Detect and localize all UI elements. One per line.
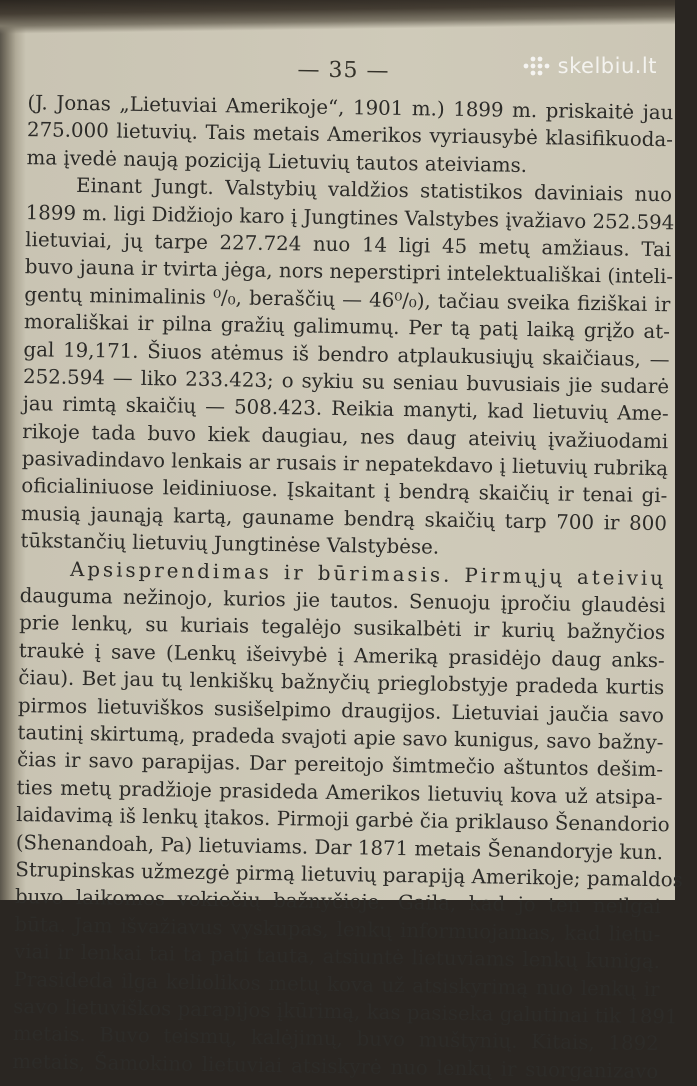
text-line: jau rimtą skaičių — 508.423. Reikia manyti, kad lietuvių Ame- bbox=[22, 392, 669, 426]
text-line: buvo laikomos vokiečių bažnyčioje. Gaila, kad jo ten neilgai bbox=[14, 885, 662, 919]
text-line: 1899 m. ligi Didžiojo karo į Jungtines Valstybes įvažiavo 252.594 bbox=[25, 200, 675, 234]
text-line: čiau). Bet jau tų lenkiškų bažnyčių prieglobstyje pradeda kurtis bbox=[18, 666, 665, 700]
text-line: (Shenandoah, Pa) lietuviams. Dar 1871 metais Šenandoryje kun. bbox=[15, 830, 664, 864]
text-line: gal 19,171. Šiuos atėmus iš bendro atplaukusiųjų skaičiaus, — bbox=[23, 337, 670, 371]
text-line: dauguma nežinojo, kurios jie tautos. Senuoju įpročiu glaudėsi bbox=[19, 584, 666, 618]
text-line: (J. Jonas „Lietuviai Amerikoje“, 1901 m.) 1899 m. priskaitė jau bbox=[27, 91, 674, 125]
text-line: savo lietuviškos parapijos įkūrimą, kas pasiseka galutinai tik 1891 bbox=[13, 994, 678, 1029]
text-line: buvo jauna ir tvirta jėga, nors neperstipri intelektuališkai (inteli- bbox=[24, 255, 674, 289]
text-line: musią jaunąją kartą, gauname bendrą skaičių tarp 700 ir 800 bbox=[20, 501, 668, 536]
text-line: gentų minimalinis ⁰/₀, beraščių — 46⁰/₀), tačiau sveika fiziškai ir bbox=[24, 282, 671, 316]
text-line: būta. Jam išvažiavus vyskupas, lenkų informuojamas, kad lietu- bbox=[14, 912, 661, 946]
text-line: prie lenkų, su kuriais tegalėjo susikalbėti ir kurių bažnyčios bbox=[19, 611, 666, 645]
text-line: 275.000 lietuvių. Tais metais Amerikos vyriausybė klasifikuoda- bbox=[26, 118, 674, 152]
watermark-text: skelbiu.lt bbox=[557, 54, 657, 78]
text-line: pasivadindavo lenkais ar rusais ir nepatekdavo į lietuvių rubriką bbox=[21, 447, 669, 481]
text-line: morališkai ir pilna gražių galimumų. Per tą patį laiką grįžo at- bbox=[23, 310, 671, 344]
text-line: Einant Jungt. Valstybių valdžios statistikos daviniais nuo bbox=[75, 174, 673, 207]
text-line: rikoje tada buvo kiek daugiau, nes daug ateivių įvažiuodami bbox=[22, 419, 669, 453]
text-line: lietuviai, jų tarpe 227.724 nuo 14 ligi 45 metų amžiaus. Tai bbox=[25, 228, 672, 262]
text-line: ma įvedė naują poziciją Lietuvių tautos ateiviams. bbox=[26, 145, 528, 177]
text-line: metais. Buvo teismų, kalėjimų, buvo muštynių. Kitais, 1892 bbox=[12, 1022, 659, 1056]
text-line: čias ir savo parapijas. Dar pereitojo šimtmečio aštuntos dešim- bbox=[16, 748, 664, 782]
text-line: Strupinskas užmezgė pirmą lietuvių parapiją Amerikoje; pamaldos bbox=[15, 857, 684, 892]
page-number: — 35 — bbox=[297, 57, 390, 84]
text-line: pirmos lietuviškos susišelpimo draugijos. Lietuviai jaučia savo bbox=[17, 693, 665, 727]
section-heading-line: Apsisprendimas ir būrimasis. Pirmųjų ateivių bbox=[69, 557, 667, 590]
text-line: 252.594 — liko 233.423; o sykiu su seniau buvusiais jie sudarė bbox=[22, 364, 670, 399]
body-text bbox=[12, 89, 684, 1085]
text-line: viai ir lenkai tai ta pati tauta, atsiuntė lietuviams lenkų kunigą. bbox=[13, 940, 661, 974]
text-line: tautinį skirtumą, pradeda svajoti apie savo kunigus, savo bažny- bbox=[17, 721, 664, 755]
text-line: ties metų pradžioje prasideda Amerikos lietuvių kova už atsipa- bbox=[16, 775, 663, 809]
text-line: oficialiniuose leidiniuose. Įskaitant į bendrą skaičių ir tenai gi- bbox=[21, 474, 668, 508]
text-line: Prasideda ilga keliolikos metų kova už atsiskyrimą nuo lenkų ir bbox=[13, 967, 660, 1001]
text-line: laidavimą iš lenkų įtakos. Pirmoji garbė čia priklauso Šenandorio bbox=[16, 803, 670, 837]
text-line: metais, Šamokino lietuviai atsiskyrė nuo lenkų ir suorganizavo bbox=[12, 1049, 659, 1083]
text-line: traukė į save (Lenkų išeivybė į Ameriką prasidėjo daug anks- bbox=[18, 638, 665, 672]
text-line: tūkstančių lietuvių Jungtinėse Valstybėse. bbox=[20, 529, 440, 559]
